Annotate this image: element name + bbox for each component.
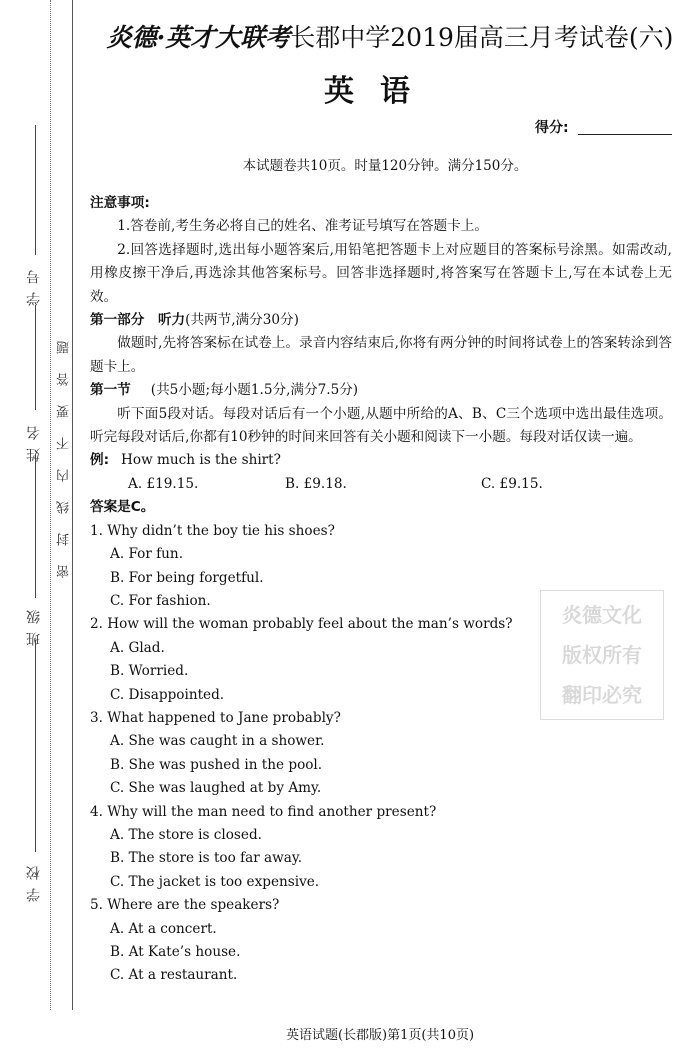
dotted-cut-line (50, 0, 51, 1010)
notes-heading: 注意事项: (90, 195, 150, 211)
note-item: 2.回答选择题时,选出每小题答案后,用铅笔把答题卡上对应题目的答案标号涂黑。如需改动,用橡皮擦干净后,再选涂其他答案标号。回答非选择题时,将答案写在答题卡上,写在本试卷上无效。 (90, 241, 672, 305)
example-answer: 答案是C。 (90, 499, 155, 516)
answer-option: B. At Kate’s house. (110, 944, 241, 960)
part1-heading (90, 309, 672, 332)
answer-option: C. The jacket is too expensive. (110, 873, 320, 890)
section1-instructions: 听下面5段对话。每段对话后有一个小题,从题中所给的A、B、C三个选项中选出最佳选项。听完每段对话后,你都有10秒钟的时间来回答有关小题和阅读下一小题。每段对话仅读一遍。 (90, 405, 672, 446)
student-id-blank[interactable] (35, 125, 36, 255)
example-question-text: How much is the shirt? (121, 452, 281, 469)
exam-name: 长郡中学2019届高三月考试卷(六) (290, 23, 674, 52)
question: 3. What happened to Jane probably? (90, 709, 341, 726)
score-blank[interactable] (578, 134, 672, 135)
question: 5. Where are the speakers? (90, 897, 280, 914)
part1-title: 第一部分 听力 (90, 312, 186, 329)
watermark-line: 版权所有 (562, 643, 642, 667)
class-label: 班级 (26, 602, 42, 646)
name-label: 姓名 (26, 418, 42, 462)
name-blank[interactable] (35, 305, 36, 410)
watermark (540, 590, 664, 720)
class-blank[interactable] (35, 455, 36, 598)
part1-subtitle: (共两节,满分30分) (185, 312, 299, 329)
student-id-label: 学号 (26, 262, 42, 306)
answer-option: C. At a restaurant. (110, 967, 238, 984)
section1-subtitle: (共5小题;每小题1.5分,满分7.5分) (150, 382, 359, 399)
answer-option: B. Worried. (110, 663, 189, 680)
answer-option: C. For fashion. (110, 592, 211, 609)
example-question (90, 449, 672, 472)
watermark-line: 炎德文化 (562, 603, 642, 627)
brand-name: 炎德·英才大联考 (106, 23, 291, 52)
example-option: C. £9.15. (481, 475, 543, 492)
answer-option: A. Glad. (110, 639, 165, 656)
section1-heading (90, 379, 672, 402)
answer-option: B. The store is too far away. (110, 850, 303, 867)
school-blank[interactable] (35, 640, 36, 852)
section1-title: 第一节 (90, 382, 131, 399)
question: 2. How will the woman probably feel about the man’s words? (90, 616, 513, 633)
score-label: 得分: (535, 120, 569, 136)
page-footer: 英语试题(长郡版)第1页(共10页) (285, 1028, 475, 1043)
seal-notice: 密封线内不要答题 (57, 322, 72, 578)
school-label: 学校 (26, 858, 42, 902)
part1-instructions: 做题时,先将答案标在试卷上。录音内容结束后,你将有两分钟的时间将试卷上的答案转涂到答题卡上。 (90, 335, 672, 375)
example-options (90, 473, 672, 496)
answer-option: A. She was caught in a shower. (110, 733, 325, 750)
note-item: 1.答卷前,考生务必将自己的姓名、准考证号填写在答题卡上。 (117, 218, 488, 235)
exam-title (90, 18, 688, 54)
exam-info: 本试题卷共10页。时量120分钟。满分150分。 (242, 158, 528, 174)
question: 4. Why will the man need to find another present? (90, 803, 437, 820)
answer-option: A. At a concert. (110, 920, 217, 937)
answer-option: C. She was laughed at by Amy. (110, 780, 322, 797)
subject-title: 英语 (324, 74, 436, 109)
question: 1. Why didn’t the boy tie his shoes? (90, 522, 335, 539)
example-label: 例: (90, 452, 110, 469)
answer-option: A. The store is closed. (110, 826, 262, 843)
answer-option: A. For fun. (110, 546, 184, 563)
example-option: B. £9.18. (285, 475, 347, 492)
example-option: A. £19.15. (128, 475, 199, 492)
watermark-line: 翻印必究 (562, 683, 642, 707)
answer-option: B. She was pushed in the pool. (110, 756, 323, 773)
answer-option: B. For being forgetful. (110, 569, 264, 586)
answer-option: C. Disappointed. (110, 686, 225, 703)
